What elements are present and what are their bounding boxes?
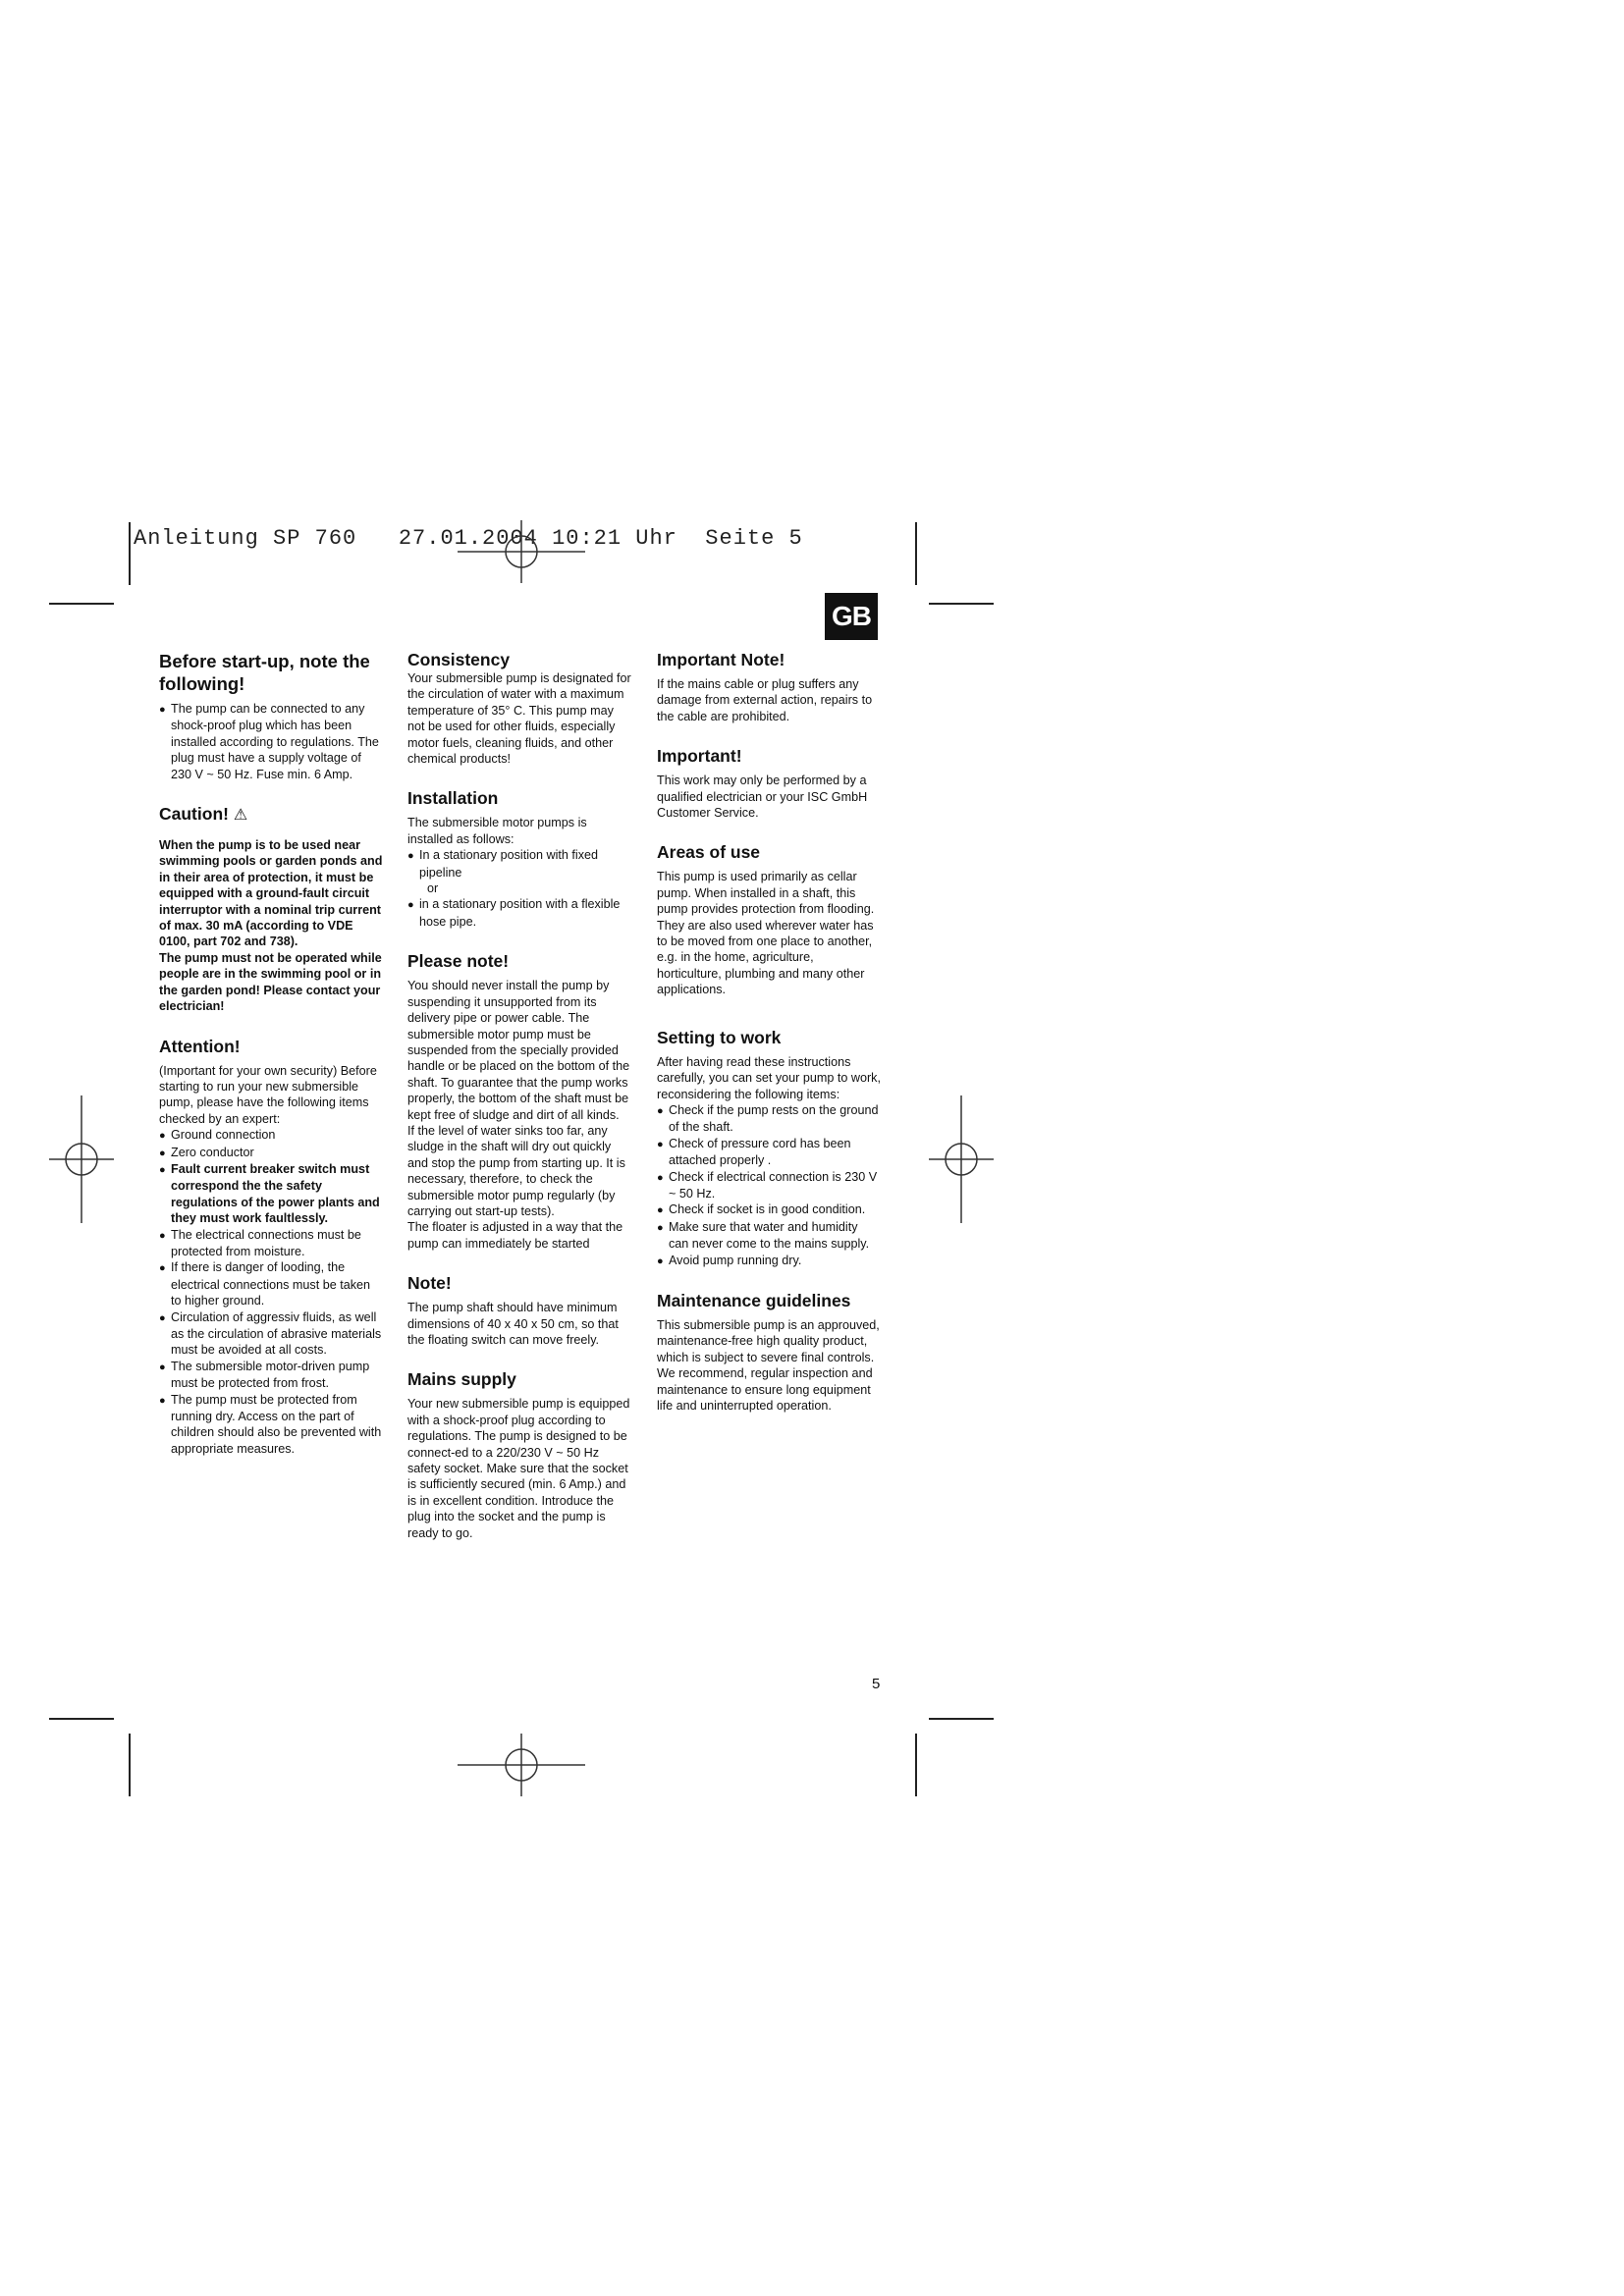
list-item: ● In a stationary position with fixed pipeline <box>407 847 631 881</box>
heading-note: Note! <box>407 1273 452 1294</box>
heading-important: Important! <box>657 746 742 767</box>
crop-mark <box>129 1734 131 1796</box>
installation-or: or <box>427 881 439 896</box>
list-item: ● Avoid pump running dry. <box>657 1253 881 1269</box>
note-text: The pump shaft should have minimum dimensions of 40 x 40 x 50 cm, so that the floating switch can move freely. <box>407 1301 619 1347</box>
heading-maintenance: Maintenance guidelines <box>657 1290 851 1310</box>
section-setting-to-work <box>657 1028 881 1269</box>
crop-mark <box>915 522 917 585</box>
section-mains-supply <box>407 1369 631 1541</box>
section-consistency <box>407 650 631 767</box>
crop-mark <box>49 603 114 605</box>
list-item: ● The pump can be connected to any shock-proof plug which has been installed according to regulations. The plug must have a supply voltage of 230 V ~ 50 Hz. Fuse min. 6 Amp. <box>159 701 383 782</box>
heading-mains-supply: Mains supply <box>407 1369 516 1390</box>
caution-text: The pump must not be operated while people are in the swimming pool or in the garden pond! Please contact your electrician! <box>159 950 382 1014</box>
registration-mark-icon <box>49 1095 114 1223</box>
heading-before-startup: Before start-up, note the following! <box>159 651 370 694</box>
heading-consistency: Consistency <box>407 650 511 669</box>
page-number: 5 <box>872 1676 881 1692</box>
list-item: ● Circulation of aggressiv fluids, as well as the circulation of abrasive materials must be avoided at all costs. <box>159 1309 383 1359</box>
attention-intro: (Important for your own security) Before starting to run your new submersible pump, please have the following items checked by an expert: <box>159 1063 377 1126</box>
section-important-note <box>657 650 881 724</box>
heading-important-note: Important Note! <box>657 650 785 669</box>
setting-to-work-intro: After having read these instructions carefully, you can set your pump to work, reconsidering the following items: <box>657 1054 881 1101</box>
section-before-startup <box>159 650 383 782</box>
crop-mark <box>915 1734 917 1796</box>
list-item: ● The pump must be protected from running dry. Access on the part of children should also be prevented with appropriate measures. <box>159 1392 383 1458</box>
list-item: ● Zero conductor <box>159 1145 383 1161</box>
list-item: ● Check if electrical connection is 230 V ~ 50 Hz. <box>657 1169 881 1202</box>
crop-mark <box>49 1718 114 1720</box>
list-item: ● The electrical connections must be protected from moisture. <box>159 1227 383 1260</box>
column-1 <box>159 650 383 1478</box>
important-note-text: If the mains cable or plug suffers any damage from external action, repairs to the cable are prohibited. <box>657 677 873 723</box>
list-item: ● Check if socket is in good condition. <box>657 1201 881 1218</box>
section-please-note <box>407 951 631 1252</box>
section-attention <box>159 1037 383 1458</box>
section-caution <box>159 804 383 1014</box>
heading-attention: Attention! <box>159 1036 241 1056</box>
please-note-text: If the level of water sinks too far, any sludge in the shaft will dry out quickly and stop the pump from starting up. It is necessary, therefore, to check the submersible motor pump regularly (by carrying out start-up tests). <box>407 1123 625 1218</box>
please-note-text: The floater is adjusted in a way that the pump can immediately be started <box>407 1220 623 1251</box>
caution-text: When the pump is to be used near swimming pools or garden ponds and in their area of protection, it must be equipped with a ground-fault circuit interruptor with a nominal trip current of max. 30 mA (according to VDE 0100, part 702 and 738). <box>159 838 383 949</box>
list-item: ● in a stationary position with a flexible hose pipe. <box>407 896 631 930</box>
section-note <box>407 1273 631 1348</box>
section-important <box>657 746 881 821</box>
registration-mark-icon <box>458 520 585 583</box>
installation-intro: The submersible motor pumps is installed as follows: <box>407 816 587 846</box>
heading-setting-to-work: Setting to work <box>657 1027 782 1047</box>
registration-mark-icon <box>929 1095 994 1223</box>
language-badge: GB <box>825 593 878 640</box>
section-installation <box>407 788 631 930</box>
warning-triangle-icon: ⚠ <box>233 807 248 825</box>
list-item: ● Check if the pump rests on the ground of the shaft. <box>657 1102 881 1136</box>
list-item: ● Ground connection <box>159 1127 383 1144</box>
crop-mark <box>929 1718 994 1720</box>
heading-please-note: Please note! <box>407 951 510 972</box>
maintenance-text: We recommend, regular inspection and maintenance to ensure long equipment life and uninterrupted operation. <box>657 1366 873 1413</box>
mains-supply-text: Your new submersible pump is equipped with a shock-proof plug according to regulations. The pump is designed to be connect-ed to a 220/230 V ~ 50 Hz safety socket. Make sure that the socket is sufficiently secured (min. 6 Amp.) and is in excellent condition. Introduce the plug into the socket and the pump is ready to go. <box>407 1397 630 1540</box>
heading-installation: Installation <box>407 788 499 809</box>
registration-mark-icon <box>458 1734 585 1796</box>
list-item: ● If there is danger of looding, the electrical connections must be taken to higher ground. <box>159 1259 383 1308</box>
consistency-text: Your submersible pump is designated for the circulation of water with a maximum temperature of 35° C. This pump may not be used for other fluids, especially motor fuels, cleaning fluids, and other chemical products! <box>407 671 631 767</box>
caution-heading-text: Caution! <box>159 804 229 825</box>
section-areas-of-use <box>657 842 881 997</box>
crop-mark <box>129 522 131 585</box>
maintenance-text: This submersible pump is an approuved, maintenance-free high quality product, which is subject to severe final controls. <box>657 1317 880 1364</box>
areas-of-use-text: They are also used wherever water has to be moved from one place to another, e.g. in the home, agriculture, horticulture, plumbing and many other applications. <box>657 918 874 997</box>
column-3 <box>657 650 881 1435</box>
list-item: ● The submersible motor-driven pump must be protected from frost. <box>159 1359 383 1392</box>
crop-mark <box>929 603 994 605</box>
print-header: Anleitung SP 760 27.01.2004 10:21 Uhr Seite 5 <box>134 526 803 551</box>
important-text: This work may only be performed by a qualified electrician or your ISC GmbH Customer Service. <box>657 774 868 821</box>
please-note-text: You should never install the pump by suspending it unsupported from its delivery pipe or power cable. The submersible motor pump must be suspended from the specially provided handle or be placed on the bottom of the shaft. To guarantee that the pump works properly, the bottom of the shaft must be kept free of sludge and dirt of all kinds. <box>407 979 630 1122</box>
heading-caution <box>159 804 383 826</box>
list-item: ● Make sure that water and humidity can never come to the mains supply. <box>657 1219 881 1253</box>
list-item: ● Fault current breaker switch must correspond the the safety regulations of the power plants and they must work faultlessly. <box>159 1161 383 1227</box>
heading-areas-of-use: Areas of use <box>657 842 761 863</box>
column-2 <box>407 650 631 1563</box>
list-item: ● Check of pressure cord has been attached properly . <box>657 1136 881 1169</box>
areas-of-use-text: This pump is used primarily as cellar pump. When installed in a shaft, this pump provides protection from flooding. <box>657 870 875 917</box>
section-maintenance <box>657 1291 881 1414</box>
